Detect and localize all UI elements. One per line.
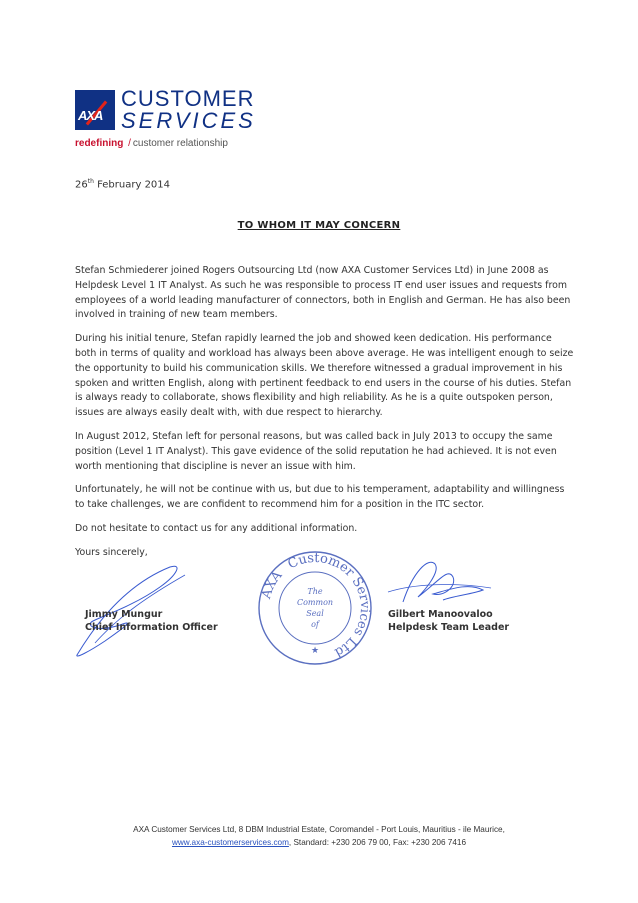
seal-line-2: Common [296,598,334,607]
paragraph-4: Unfortunately, he will not be continue with us, but due to his temperament, adaptability and willingness to take challenges, we are confident to recommend him for a position in the ITC sector. [75,484,565,511]
tagline-redefining: redefining [75,138,124,149]
footer-contact [0,836,638,849]
paragraph-3: In August 2012, Stefan left for personal reasons, but was called back in July 2013 to occupy the same position (Level 1 IT Analyst). This gave evidence of the solid reputation he had achieved. It is not even worth mentioning that discipline is never an issue with him. [75,430,557,472]
seal-prefix: AXA [259,568,286,601]
company-seal-stamp [255,548,375,672]
seal-line-4: of [311,620,319,629]
paragraph-2: During his initial tenure, Stefan rapidly learned the job and showed keen dedication. His performance both in terms of quality and workload has always been above average. He was intelligent enough to seize the opportunity to build his communication skills. We therefore witnessed a gradual improvement in his spoken and written English, along with pertinent feedback to end users in the course of his duties. Stefan is always ready to collaborate, shows flexibility and high reliability. As he is a quite outspoken person, issues are always easily dealt with, with due respect to hierarchy. [75,333,574,419]
footer-website-link[interactable]: www.axa-customerservices.com [171,838,289,847]
tagline-separator: / [128,138,131,149]
signatory-right-title: Helpdesk Team Leader [388,622,510,633]
date-suffix: th [87,178,94,185]
date-rest: February 2014 [97,179,171,191]
svg-text:★: ★ [310,646,320,656]
letter-footer [0,823,638,849]
date-day: 26 [75,179,88,191]
signatory-left-name: Jimmy Mungur [85,609,163,620]
footer-phone-fax: , Standard: +230 206 79 00, Fax: +230 206 7416 [288,838,467,847]
logo-word-services: SERVICES [121,108,256,133]
seal-line-3: Seal [306,609,324,618]
signatory-right-name: Gilbert Manoovaloo [388,609,493,620]
seal-line-1: The [307,587,323,596]
footer-address: AXA Customer Services Ltd, 8 DBM Industrial Estate, Coromandel - Port Louis, Mauritius - ile Maurice, [133,825,505,834]
signature-right-icon [383,552,493,612]
letter-heading: TO WHOM IT MAY CONCERN [237,220,401,231]
seal-ring-text: Customer Services Ltd [285,550,373,660]
paragraph-5: Do not hesitate to contact us for any additional information. [75,522,358,534]
letter-date [75,178,170,190]
logo-wordmark [121,88,256,132]
axa-logo-icon: AXA [75,90,115,130]
paragraph-1: Stefan Schmiederer joined Rogers Outsourcing Ltd (now AXA Customer Services Ltd) in June 2008 as Helpdesk Level 1 IT Analyst. As such he was responsible to process IT end user issues and requests from employees of a world leading manufacturer of connectors, both in English and German. He has also been involved in training of new team members. [75,265,571,321]
signatory-left-title: Chief Information Officer [85,622,218,633]
logo-tagline [75,138,228,149]
signature-block-left [75,600,275,660]
letter-body [75,264,575,570]
tagline-rest: customer relationship [132,138,228,149]
closing: Yours sincerely, [75,546,148,558]
signature-block-right [388,600,588,660]
logo-word-customer: CUSTOMER [121,86,255,111]
